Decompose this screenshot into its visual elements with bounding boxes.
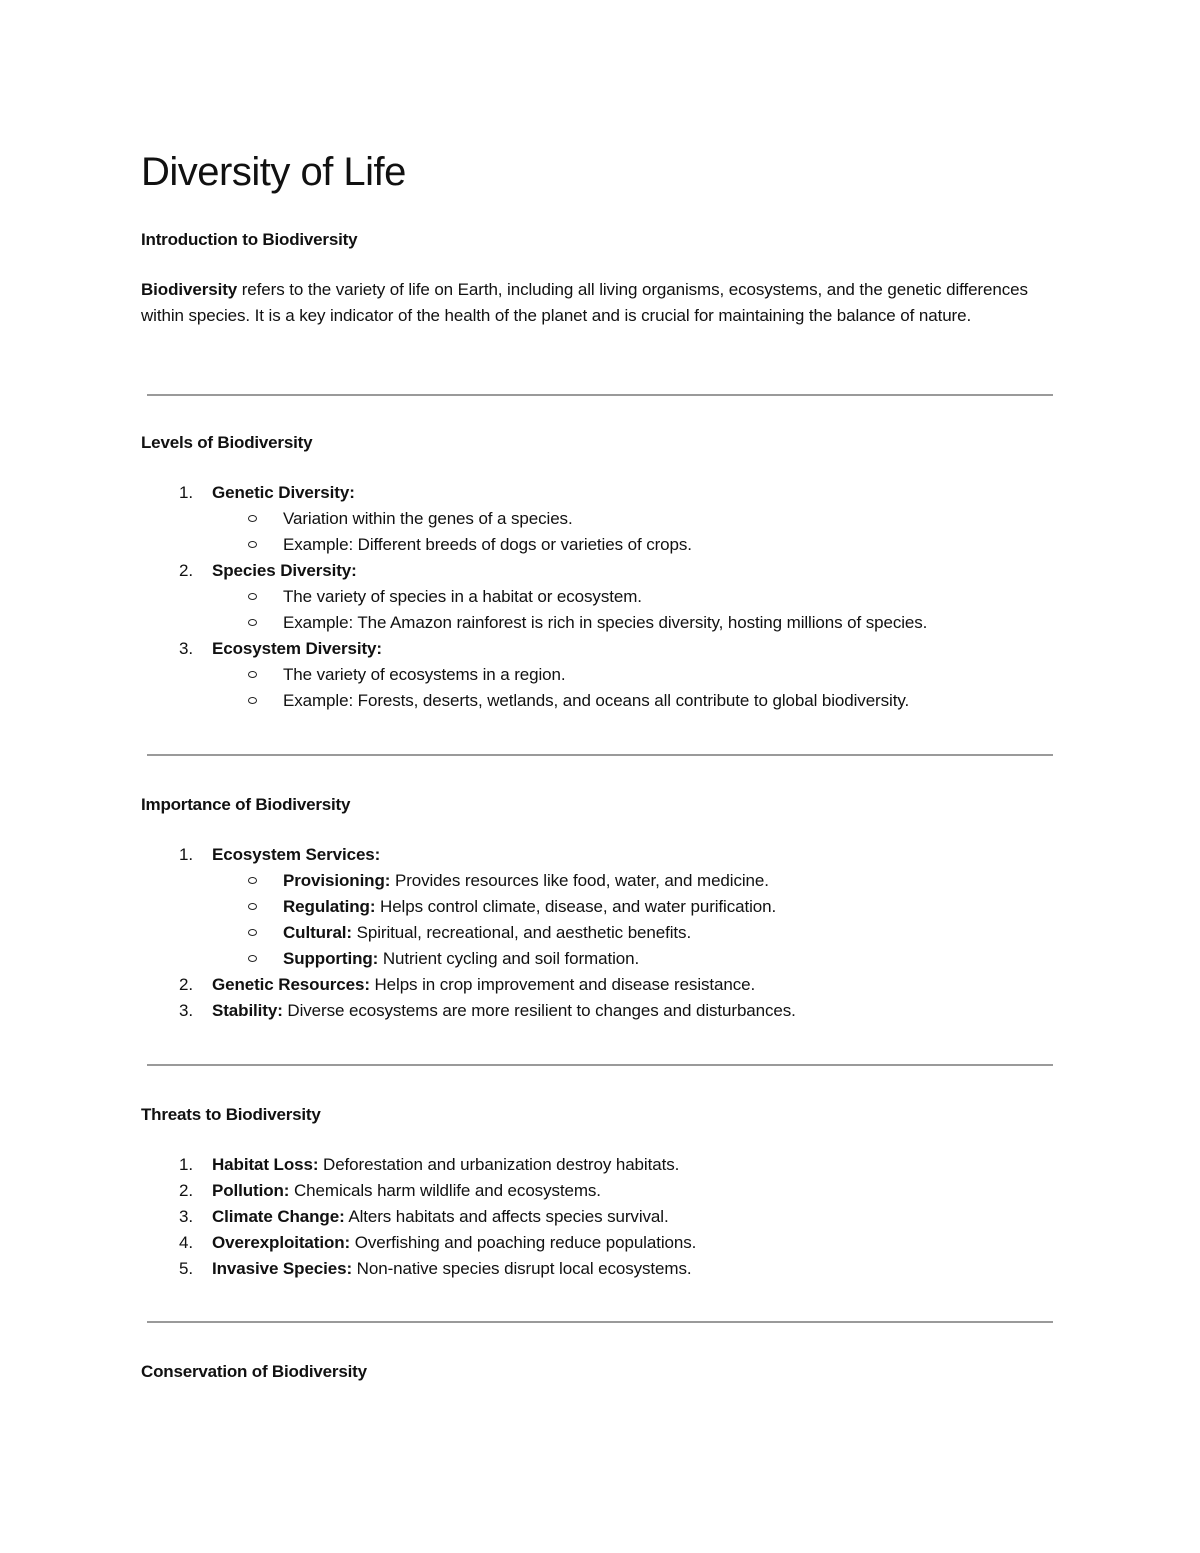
sub-item-text [283,946,639,972]
section-divider [147,1064,1053,1066]
list-item-desc: Diverse ecosystems are more resilient to changes and disturbances. [282,1001,796,1020]
list-item-label: Genetic Resources: [212,975,370,994]
list-item-desc: Chemicals harm wildlife and ecosystems. [289,1181,601,1200]
list-number: 3. [179,1001,193,1020]
list-item-label: Pollution: [212,1181,290,1200]
sub-item-desc: Provides resources like food, water, and medicine. [390,871,769,890]
list-number: 3. [179,1207,193,1226]
section-divider [147,754,1053,756]
sub-item-label: Cultural: [283,923,352,942]
list-item-label: Species Diversity: [212,561,357,580]
list-item-text [212,998,796,1024]
circle-bullet-icon [248,671,257,678]
sub-item-label: Provisioning: [283,871,391,890]
intro-heading: Introduction to Biodiversity [141,230,358,249]
list-number: 1. [179,1155,193,1174]
list-item-text [212,842,380,868]
sub-item-text: Example: Forests, deserts, wetlands, and oceans all contribute to global biodiversity. [283,691,910,710]
list-number: 1. [179,483,193,502]
levels-heading: Levels of Biodiversity [141,433,313,452]
list-item-label: Ecosystem Services: [212,845,381,864]
sub-item-desc: Helps control climate, disease, and water purification. [375,897,777,916]
list-number: 2. [179,975,193,994]
list-item-desc: Helps in crop improvement and disease resistance. [369,975,756,994]
list-item-label: Genetic Diversity: [212,483,355,502]
list-number: 1. [179,845,193,864]
conservation-heading: Conservation of Biodiversity [141,1362,367,1381]
circle-bullet-icon [248,619,257,626]
intro-text: refers to the variety of life on Earth, including all living organisms, ecosystems, and the genetic differences within species. It is a key indicator of the health of the planet and is crucial for maintaining the balance of nature. [141,280,1028,325]
sub-item-text [283,894,776,920]
circle-bullet-icon [248,929,257,936]
sub-item-desc: Spiritual, recreational, and aesthetic benefits. [351,923,692,942]
sub-item-text [283,868,769,894]
list-item-text [212,1178,601,1204]
list-item-desc: Overfishing and poaching reduce populations. [350,1233,697,1252]
list-item-desc: Non-native species disrupt local ecosystems. [352,1259,692,1278]
list-item-label: Invasive Species: [212,1259,353,1278]
list-number: 3. [179,639,193,658]
circle-bullet-icon [248,541,257,548]
sub-item-text [283,920,691,946]
intro-term: Biodiversity [141,280,238,299]
list-item-text [212,1204,669,1230]
list-item-text [212,1230,696,1256]
sub-item-text: The variety of ecosystems in a region. [283,665,566,684]
list-number: 2. [179,1181,193,1200]
sub-item-label: Supporting: [283,949,379,968]
sub-item-text: Variation within the genes of a species. [283,509,573,528]
list-item-label: Habitat Loss: [212,1155,319,1174]
sub-item-text: Example: Different breeds of dogs or varieties of crops. [283,535,692,554]
list-item-text [212,1152,679,1178]
threats-heading: Threats to Biodiversity [141,1105,321,1124]
list-item-label: Overexploitation: [212,1233,351,1252]
list-item-desc: Alters habitats and affects species survival. [344,1207,669,1226]
importance-heading: Importance of Biodiversity [141,795,351,814]
sub-item-desc: Nutrient cycling and soil formation. [378,949,640,968]
circle-bullet-icon [248,515,257,522]
sub-item-text: Example: The Amazon rainforest is rich in species diversity, hosting millions of species. [283,613,928,632]
list-number: 2. [179,561,193,580]
intro-paragraph [141,277,1041,328]
document-title: Diversity of Life [141,150,406,194]
section-divider [147,394,1053,396]
list-item-text [212,972,755,998]
list-item-label: Ecosystem Diversity: [212,639,382,658]
sub-item-text: The variety of species in a habitat or ecosystem. [283,587,642,606]
list-item-label: Climate Change: [212,1207,345,1226]
list-number: 5. [179,1259,193,1278]
circle-bullet-icon [248,955,257,962]
circle-bullet-icon [248,903,257,910]
circle-bullet-icon [248,593,257,600]
list-item-desc: Deforestation and urbanization destroy habitats. [318,1155,680,1174]
list-item-text [212,1256,692,1282]
sub-item-label: Regulating: [283,897,376,916]
list-item-label: Stability: [212,1001,283,1020]
circle-bullet-icon [248,697,257,704]
list-number: 4. [179,1233,193,1252]
section-divider [147,1321,1053,1323]
circle-bullet-icon [248,877,257,884]
